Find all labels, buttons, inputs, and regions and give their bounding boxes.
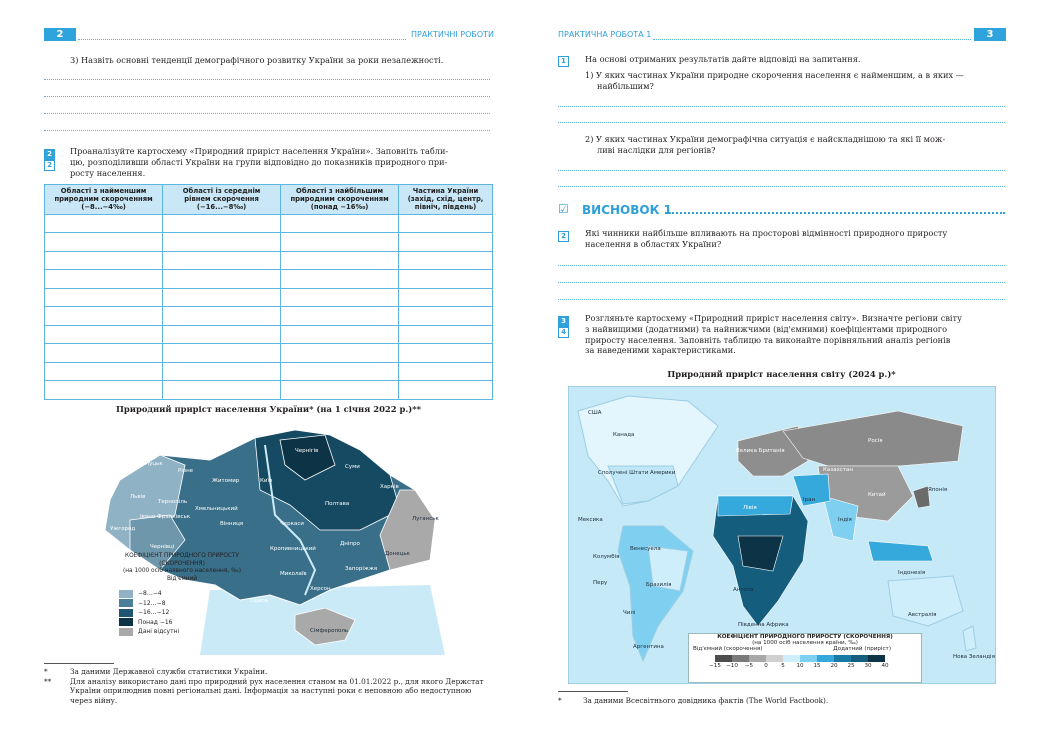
task-number: 3 xyxy=(558,316,569,327)
country-label: Аргентина xyxy=(633,644,664,650)
checkbox-icon: ☑ xyxy=(558,202,569,216)
table-header-cell xyxy=(399,185,493,215)
table-cell[interactable] xyxy=(399,325,493,344)
task-1-intro: На основі отриманих результатів дайте відповіді на запитання. xyxy=(585,54,861,64)
table-cell[interactable] xyxy=(281,288,399,307)
footnote-rule xyxy=(44,663,114,664)
table-cell[interactable] xyxy=(45,270,163,289)
footnote-mark: * xyxy=(558,696,562,705)
task-number: 2 xyxy=(44,149,55,160)
legend-tick: −15 xyxy=(709,663,721,669)
city-label: Вінниця xyxy=(220,521,244,527)
question-line: Які чинники найбільше впливають на просторові відмінності природного приросту xyxy=(585,228,948,238)
table-cell[interactable] xyxy=(281,325,399,344)
legend-tick: 25 xyxy=(847,663,855,669)
city-label: Рівне xyxy=(178,468,194,474)
city-label: Чернігів xyxy=(295,448,319,454)
table-row xyxy=(45,288,493,307)
answer-line[interactable] xyxy=(558,122,1005,123)
table-cell[interactable] xyxy=(45,307,163,326)
country-label: Колумбія xyxy=(593,554,620,560)
table-cell[interactable] xyxy=(281,233,399,252)
footnotes xyxy=(44,667,499,705)
table-cell[interactable] xyxy=(281,381,399,400)
country-label: Австралія xyxy=(908,612,937,618)
country-label: Сполучені Штати Америки xyxy=(598,470,676,476)
table-cell[interactable] xyxy=(399,288,493,307)
world-legend-neg: Від'ємний (скорочення) xyxy=(693,646,763,652)
table-cell[interactable] xyxy=(45,362,163,381)
footnote-text: України оприлюднив повні регіональні дані. Інформація за наступні роки є неповною або недоступною xyxy=(70,686,472,695)
footnote-line xyxy=(44,696,499,706)
country-label: Південна Африка xyxy=(738,622,789,628)
country-label: Чилі xyxy=(623,610,636,616)
legend-swatch xyxy=(715,655,733,662)
question-1 xyxy=(585,70,1015,92)
table-header-line: Області з найменшим xyxy=(60,187,147,195)
table-cell[interactable] xyxy=(45,344,163,363)
city-label: Сімферополь xyxy=(310,628,349,634)
world-map-title: Природний приріст населення світу (2024 р.)* xyxy=(667,369,896,379)
country-label: Індія xyxy=(838,517,852,523)
world-legend-subtitle: (на 1000 осіб населення країни, ‰) xyxy=(752,640,858,646)
legend-tick: −5 xyxy=(744,663,754,669)
legend-swatch xyxy=(800,655,818,662)
legend-swatch xyxy=(118,589,134,599)
city-label: Тернопіль xyxy=(158,499,188,505)
task-3-text xyxy=(585,313,1015,356)
country-label: Мексика xyxy=(578,517,603,523)
table-cell[interactable] xyxy=(163,214,281,233)
legend-swatch xyxy=(868,655,886,662)
table-cell[interactable] xyxy=(281,344,399,363)
legend-item xyxy=(118,599,179,609)
city-label: Івано-Франківськ xyxy=(140,514,191,520)
legend-tick: 0 xyxy=(764,663,768,669)
table-header-line: (−16...−8‰) xyxy=(196,203,247,212)
table-cell[interactable] xyxy=(399,233,493,252)
table-cell[interactable] xyxy=(281,214,399,233)
legend-item xyxy=(118,627,179,637)
right-page xyxy=(525,0,1050,742)
country-label: Китай xyxy=(868,492,886,498)
table-header-line: (захід, схід, центр, xyxy=(407,195,484,204)
legend-swatch xyxy=(851,655,869,662)
legend-line: (СКОРОЧЕННЯ) xyxy=(159,560,205,567)
country-label: Перу xyxy=(593,580,608,586)
legend-item xyxy=(118,618,179,628)
country-label: Венесуела xyxy=(630,546,661,552)
table-cell[interactable] xyxy=(45,381,163,400)
table-header-line: природним скороченням xyxy=(290,195,389,204)
legend-swatch xyxy=(783,655,801,662)
country-label: Японія xyxy=(928,487,948,493)
table-header-cell xyxy=(45,185,163,215)
legend-tick: 40 xyxy=(881,663,889,669)
table-cell[interactable] xyxy=(163,325,281,344)
table-cell[interactable] xyxy=(163,288,281,307)
task-2-line: Проаналізуйте картосхему «Природний приріст населення України». Заповніть табли- xyxy=(70,146,449,156)
table-cell[interactable] xyxy=(45,325,163,344)
footnote-line xyxy=(44,677,499,687)
city-label: Харків xyxy=(380,484,399,490)
table-header-line: Області із середнім xyxy=(182,187,261,195)
table-header-cell xyxy=(163,185,281,215)
table-cell[interactable] xyxy=(163,251,281,270)
legend-swatch xyxy=(118,598,134,608)
legend-swatch xyxy=(834,655,852,662)
city-label: Луганськ xyxy=(412,516,439,522)
city-label: Миколаїв xyxy=(280,571,307,577)
conclusion-question xyxy=(585,228,1015,250)
country-label: Канада xyxy=(613,432,635,438)
table-row xyxy=(45,362,493,381)
legend-swatch xyxy=(118,608,134,618)
legend-tick: 30 xyxy=(864,663,872,669)
table-cell[interactable] xyxy=(45,214,163,233)
legend-item xyxy=(118,608,179,618)
world-legend-ticks xyxy=(709,663,921,671)
task-subnumber: 4 xyxy=(558,327,569,338)
city-label: Херсон xyxy=(310,586,331,592)
conclusion-title: ВИСНОВОК 1 xyxy=(582,203,672,217)
footnote-line xyxy=(44,667,499,677)
answer-line[interactable] xyxy=(558,106,1005,107)
answer-line[interactable] xyxy=(558,170,1005,171)
table-cell[interactable] xyxy=(399,344,493,363)
table-cell[interactable] xyxy=(399,362,493,381)
legend-tick: 10 xyxy=(796,663,804,669)
city-label: Донецьк xyxy=(385,551,410,557)
task-3-line: Розгляньте картосхему «Природний приріст населення світу». Визначте регіони світу xyxy=(585,313,962,323)
table-header-line: (понад −16‰) xyxy=(310,203,369,212)
city-label: Житомир xyxy=(212,478,240,484)
header-title: ПРАКТИЧНА РОБОТА 1 xyxy=(558,30,652,39)
answer-line[interactable] xyxy=(558,299,1005,300)
table-cell[interactable] xyxy=(163,307,281,326)
city-label: Одеса xyxy=(250,598,268,604)
world-legend-pos: Додатний (приріст) xyxy=(833,646,891,652)
legend-line: Від'ємний xyxy=(166,575,198,582)
answer-line[interactable] xyxy=(44,130,490,131)
map-legend xyxy=(118,589,179,637)
legend-tick: 5 xyxy=(781,663,785,669)
table-cell[interactable] xyxy=(399,307,493,326)
table-cell[interactable] xyxy=(163,362,281,381)
table-cell[interactable] xyxy=(399,214,493,233)
question-line: найбільшим? xyxy=(597,80,654,91)
city-label: Суми xyxy=(345,464,360,470)
country-label: Казахстан xyxy=(823,467,854,473)
country-label: Ангола xyxy=(733,587,754,593)
page-number: 2 xyxy=(44,28,76,41)
footnote-rule xyxy=(558,691,628,692)
table-row xyxy=(45,214,493,233)
country-label: Іран xyxy=(803,497,816,503)
legend-line: КОЕФІЦІЄНТ ПРИРОДНОГО ПРИРОСТУ xyxy=(124,553,240,559)
table-cell[interactable] xyxy=(45,251,163,270)
table-header-line: північ, південь) xyxy=(414,203,477,212)
table-header-line: (−8...−4‰) xyxy=(81,203,126,212)
city-label: Полтава xyxy=(325,501,350,507)
city-label: Ужгород xyxy=(110,526,136,532)
footnote-mark: * xyxy=(44,667,48,676)
table-header-line: Області з найбільшим xyxy=(296,187,384,195)
answer-line[interactable] xyxy=(558,282,1005,283)
footnote-mark: ** xyxy=(44,676,52,686)
table-row xyxy=(45,344,493,363)
legend-line: (на 1000 осіб наявного населення, ‰) xyxy=(123,568,241,574)
task-3-line: приросту населення. Заповніть таблицю та виконайте порівняльний аналіз регіонів xyxy=(585,334,951,345)
legend-swatch xyxy=(749,655,767,662)
city-label: Київ xyxy=(260,478,273,484)
answer-line[interactable] xyxy=(44,113,490,114)
city-label: Дніпро xyxy=(340,541,360,547)
city-label: Луцьк xyxy=(145,461,163,467)
legend-tick: 15 xyxy=(813,663,821,669)
task-3-line: з найвищими (додатними) та найнижчими (від'ємними) коефіцієнтами природного xyxy=(585,323,947,334)
legend-tick: 20 xyxy=(830,663,838,669)
city-label: Львів xyxy=(130,494,146,500)
country-label: Велика Британія xyxy=(736,448,785,454)
legend-swatch xyxy=(766,655,784,662)
task-number: 1 xyxy=(558,56,569,67)
task-3-line: за наведеними характеристиками. xyxy=(585,345,736,356)
legend-label: Понад −16 xyxy=(138,618,173,626)
answer-line[interactable] xyxy=(44,79,490,80)
legend-tick: −10 xyxy=(726,663,738,669)
question-line: населення в областях України? xyxy=(585,238,722,249)
footnote-text: Для аналізу використано дані про природний рух населення станом на 01.01.2022 р., для якого Держстат xyxy=(70,676,484,686)
ukraine-map-title: Природний приріст населення України* (на 1 січня 2022 р.)** xyxy=(116,404,421,414)
legend-swatch xyxy=(118,627,134,637)
country-label: Нова Зеландія xyxy=(953,654,995,660)
city-label: Запоріжжя xyxy=(345,566,378,572)
legend-item xyxy=(118,589,179,599)
question-line: 2) У яких частинах України демографічна ситуація є найскладнішою та які її мож- xyxy=(585,134,946,144)
legend-swatch xyxy=(732,655,750,662)
header-rule xyxy=(78,39,406,40)
table-cell[interactable] xyxy=(399,270,493,289)
legend-label: −12…−8 xyxy=(138,599,166,607)
regions-table xyxy=(44,184,493,400)
country-label: Лівія xyxy=(743,505,757,511)
table-row xyxy=(45,307,493,326)
table-cell[interactable] xyxy=(281,270,399,289)
footnote-line xyxy=(44,686,499,696)
table-header-line: природним скороченням xyxy=(54,195,153,204)
table-cell[interactable] xyxy=(45,288,163,307)
map-legend-title xyxy=(92,553,272,583)
table-cell[interactable] xyxy=(163,381,281,400)
legend-swatch xyxy=(118,617,134,627)
task-2-line: росту населення. xyxy=(70,167,146,178)
table-cell[interactable] xyxy=(163,344,281,363)
question-2 xyxy=(585,134,1015,156)
table-cell[interactable] xyxy=(163,270,281,289)
table-row xyxy=(45,233,493,252)
country-label: Індонезія xyxy=(898,570,926,576)
table-cell[interactable] xyxy=(399,251,493,270)
table-row xyxy=(45,251,493,270)
task-2-text xyxy=(70,146,495,178)
table-header-line: рівнем скорочення xyxy=(184,195,259,204)
table-row xyxy=(45,325,493,344)
task-number: 2 xyxy=(558,231,569,242)
footnote-text: через війну. xyxy=(70,695,118,705)
legend-label: −16…−12 xyxy=(138,609,170,617)
legend-label: Дані відсутні xyxy=(138,628,180,636)
footnote-text: За даними Державної служби статистики України. xyxy=(70,667,268,676)
table-header-cell xyxy=(281,185,399,215)
table-cell[interactable] xyxy=(45,233,163,252)
answer-line[interactable] xyxy=(558,186,1005,187)
world-legend xyxy=(688,633,922,683)
task-2-line: цю, розподіливши області України на групи відповідно до показників природного при- xyxy=(70,156,448,167)
city-label: Хмельницький xyxy=(195,506,238,512)
country-label: США xyxy=(588,410,602,416)
header-rule xyxy=(653,39,971,40)
table-cell[interactable] xyxy=(399,381,493,400)
page-number: 3 xyxy=(974,28,1006,41)
answer-line[interactable] xyxy=(558,265,1005,266)
footnote xyxy=(558,696,1008,706)
city-label: Кропивницький xyxy=(270,546,316,552)
world-legend-title: КОЕФІЦІЄНТ ПРИРОДНОГО ПРИРОСТУ (СКОРОЧЕННЯ) xyxy=(717,634,893,640)
city-label: Черкаси xyxy=(280,521,304,527)
footnote-text: За даними Всесвітнього довідника фактів (The World Factbook). xyxy=(583,696,829,705)
answer-line[interactable] xyxy=(44,96,490,97)
world-legend-bar xyxy=(715,655,921,663)
table-cell[interactable] xyxy=(281,307,399,326)
question-3-text: 3) Назвіть основні тенденції демографічного розвитку України за роки незалежності. xyxy=(70,55,444,65)
table-cell[interactable] xyxy=(163,233,281,252)
city-label: Чернівці xyxy=(150,544,175,550)
legend-label: −8…−4 xyxy=(138,590,162,598)
table-cell[interactable] xyxy=(281,251,399,270)
table-cell[interactable] xyxy=(281,362,399,381)
question-line: ливі наслідки для регіонів? xyxy=(597,144,716,155)
table-header-line: Частина України xyxy=(412,187,479,195)
country-label: Росія xyxy=(868,438,883,444)
header-title: ПРАКТИЧНІ РОБОТИ xyxy=(411,30,495,39)
task-subnumber: 2 xyxy=(44,160,55,171)
table-row xyxy=(45,381,493,400)
legend-swatch xyxy=(817,655,835,662)
table-row xyxy=(45,270,493,289)
conclusion-rule xyxy=(665,212,1005,214)
country-label: Бразилія xyxy=(646,582,672,588)
question-line: 1) У яких частинах України природне скорочення населення є найменшим, а в яких — xyxy=(585,70,964,80)
